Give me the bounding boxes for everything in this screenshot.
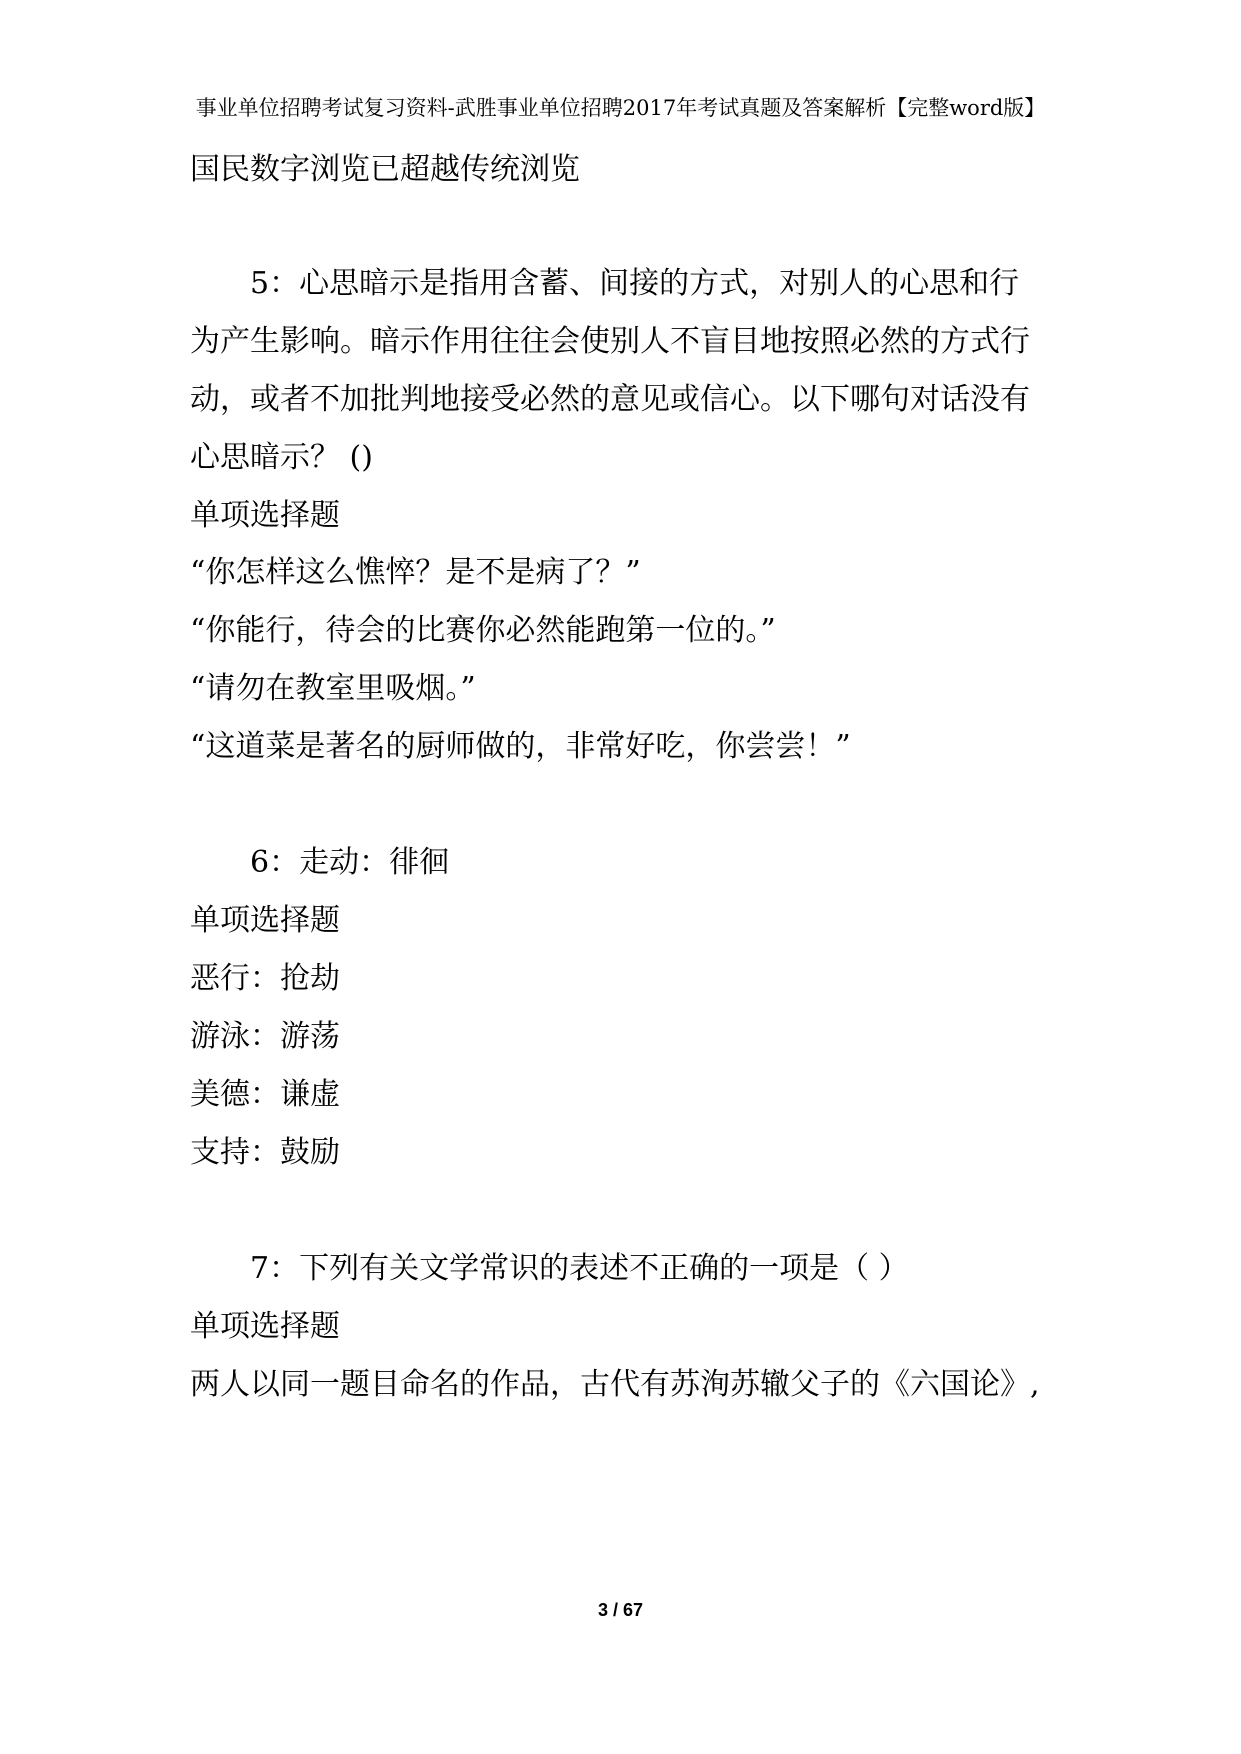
q6-option-b: 游泳：游荡 — [190, 1019, 340, 1054]
q7-question-type: 单项选择题 — [190, 1309, 340, 1344]
q6-option-d: 支持：鼓励 — [190, 1135, 340, 1170]
q6-option-c: 美德：谦虚 — [190, 1077, 340, 1112]
page-number: 3 / 67 — [597, 1600, 644, 1620]
q6-option-a: 恶行：抢劫 — [190, 961, 340, 996]
q5-option-b: “你能行，待会的比赛你必然能跑第一位的。” — [190, 613, 776, 648]
q5-stem-line-3: 动，或者不加批判地接受必然的意见或信心。以下哪句对话没有 — [190, 382, 1030, 417]
q5-option-d: “这道菜是著名的厨师做的，非常好吃，你尝尝！” — [190, 729, 851, 764]
q5-option-a: “你怎样这么憔悴？是不是病了？” — [190, 555, 641, 590]
q7-option-a: 两人以同一题目命名的作品，古代有苏洵苏辙父子的《六国论》, — [190, 1367, 1040, 1402]
previous-answer-tail: 国民数字浏览已超越传统浏览 — [190, 152, 580, 187]
q5-option-c: “请勿在教室里吸烟。” — [190, 671, 476, 706]
q6-question-type: 单项选择题 — [190, 903, 340, 938]
page-header: 事业单位招聘考试复习资料-武胜事业单位招聘2017年考试真题及答案解析【完整word版】 — [195, 96, 1046, 120]
q5-stem-line-4: 心思暗示？ () — [190, 440, 373, 475]
q7-stem: 7：下列有关文学常识的表述不正确的一项是（ ） — [250, 1251, 909, 1286]
q6-stem: 6：走动：徘徊 — [250, 845, 450, 880]
q5-stem-line-2: 为产生影响。暗示作用往往会使别人不盲目地按照必然的方式行 — [190, 324, 1030, 359]
q5-question-type: 单项选择题 — [190, 498, 340, 533]
q5-stem-line-1: 5：心思暗示是指用含蓄、间接的方式，对别人的心思和行 — [250, 266, 1020, 301]
